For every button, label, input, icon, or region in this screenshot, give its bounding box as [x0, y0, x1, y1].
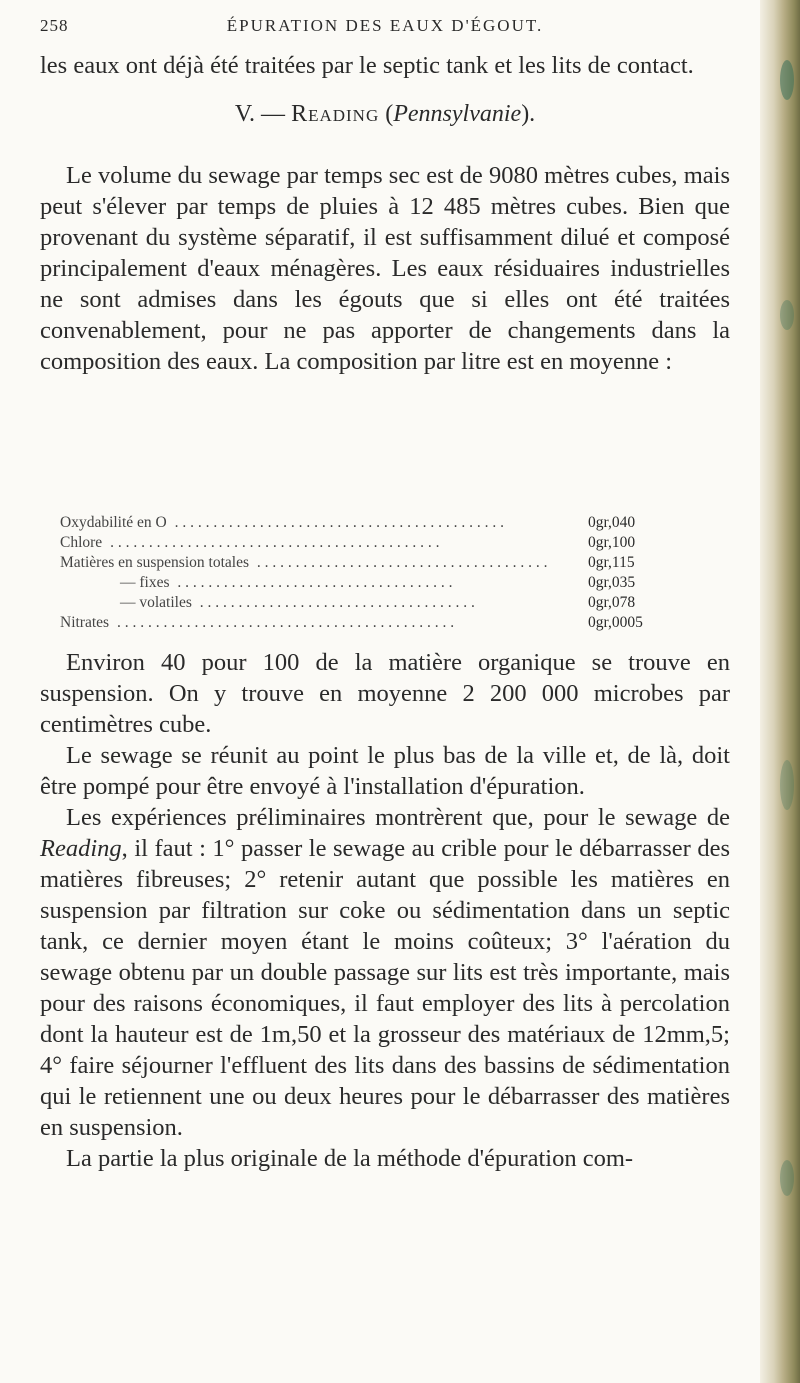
row-label: — volatiles: [120, 594, 196, 611]
section-name: Reading: [291, 101, 380, 127]
experiments-end: , il faut : 1° passer le sewage au crible pour le débarrasser des matières fibreuses; 2° retenir autant que possible les matières en suspension par filtration sur coke ou sédimentation dans un septic tank, ce dernier moyen étant le moins coûteux; 3° l'aération du sewage obtenu par un double passage sur lits est très importante, mais pour des raisons économiques, il faut employer des lits à percolation dont la hauteur est de 1m,50 et la grosseur des matériaux de 12mm,5; 4° faire séjourner l'effluent des lits dans des bassins de sédimentation qui le retiennent une ou deux heures pour le débarrasser des matières en suspension.: [40, 835, 730, 1141]
section-heading: [40, 101, 730, 128]
experiments-start: Les expériences préliminaires montrèrent que, pour le sewage de: [66, 804, 730, 831]
body-paragraphs: [40, 647, 730, 1174]
row-value: 0gr,0005: [588, 614, 643, 631]
row-label: Oxydabilité en O: [60, 514, 171, 531]
page-number: 258: [40, 16, 69, 35]
table-row: Chlore . . . . . . . . . . . . . . . . . . . . . . . . . . . . . . . . . . . . . . . . . . . 0gr,100: [60, 533, 660, 553]
stain-spot: [780, 60, 794, 100]
stain-spot: [780, 760, 794, 810]
row-label: — fixes: [120, 574, 174, 591]
stain-spot: [780, 1160, 794, 1196]
page-edge-shadow: [760, 0, 800, 1383]
composition-table: [60, 513, 660, 633]
paragraph-suspension: Environ 40 pour 100 de la matière organique se trouve en suspension. On y trouve en moyenne 2 200 000 microbes par centimètres cube.: [40, 649, 730, 738]
row-value: 0gr,078: [588, 594, 636, 611]
row-value: 0gr,115: [588, 554, 635, 571]
stain-spot: [780, 300, 794, 330]
table-row: — fixes . . . . . . . . . . . . . . . . . . . . . . . . . . . . . . . . . . . . 0gr,035: [60, 573, 660, 593]
paragraph-text: Le volume du sewage par temps sec est de 9080 mètres cubes, mais peut s'élever par temps de pluies à 12 485 mètres cubes. Bien que provenant du système séparatif, il est suffisamment dilué et composé principalement d'eaux ménagères. Les eaux résiduaires industrielles ne sont admises dans les égouts que si elles ont été traitées convenablement, pour ne pas apporter de changements dans la composition des eaux. La composition par litre est en moyenne :: [40, 162, 730, 375]
table-row: Nitrates . . . . . . . . . . . . . . . . . . . . . . . . . . . . . . . . . . . . . . . . . . . . 0gr,0005: [60, 613, 660, 633]
section-paren-open: (: [379, 101, 394, 127]
row-label: Nitrates: [60, 614, 113, 631]
intro-text: les eaux ont déjà été traitées par le septic tank et les lits de contact.: [40, 52, 694, 79]
table-row: Oxydabilité en O . . . . . . . . . . . . . . . . . . . . . . . . . . . . . . . . . . . . . . . . . . . 0gr,040: [60, 513, 660, 533]
paragraph-pumping: Le sewage se réunit au point le plus bas de la ville et, de là, doit être pompé pour être envoyé à l'installation d'épuration.: [40, 742, 730, 800]
row-value: 0gr,040: [588, 514, 636, 531]
page-header: [40, 16, 730, 40]
paragraph-continuation: La partie la plus originale de la méthode d'épuration com-: [66, 1145, 634, 1172]
row-label: Chlore: [60, 534, 106, 551]
table-row: Matières en suspension totales . . . . . . . . . . . . . . . . . . . . . . . . . . . . . . . . . . . . . . 0gr,115: [60, 553, 660, 573]
city-name-italic: Reading: [40, 835, 122, 862]
row-label: Matières en suspension totales: [60, 554, 253, 571]
section-number: V. —: [234, 101, 292, 127]
section-region: Pennsylvanie: [393, 101, 522, 127]
paragraph-experiments: [40, 802, 730, 1143]
running-title: ÉPURATION DES EAUX D'ÉGOUT.: [226, 16, 544, 35]
paragraph-volume: [40, 160, 730, 377]
intro-paragraph: [40, 50, 730, 81]
table-row: — volatiles . . . . . . . . . . . . . . . . . . . . . . . . . . . . . . . . . . . . 0gr,078: [60, 593, 660, 613]
section-paren-close: ).: [521, 101, 536, 127]
row-value: 0gr,100: [588, 534, 636, 551]
row-value: 0gr,035: [588, 574, 636, 591]
